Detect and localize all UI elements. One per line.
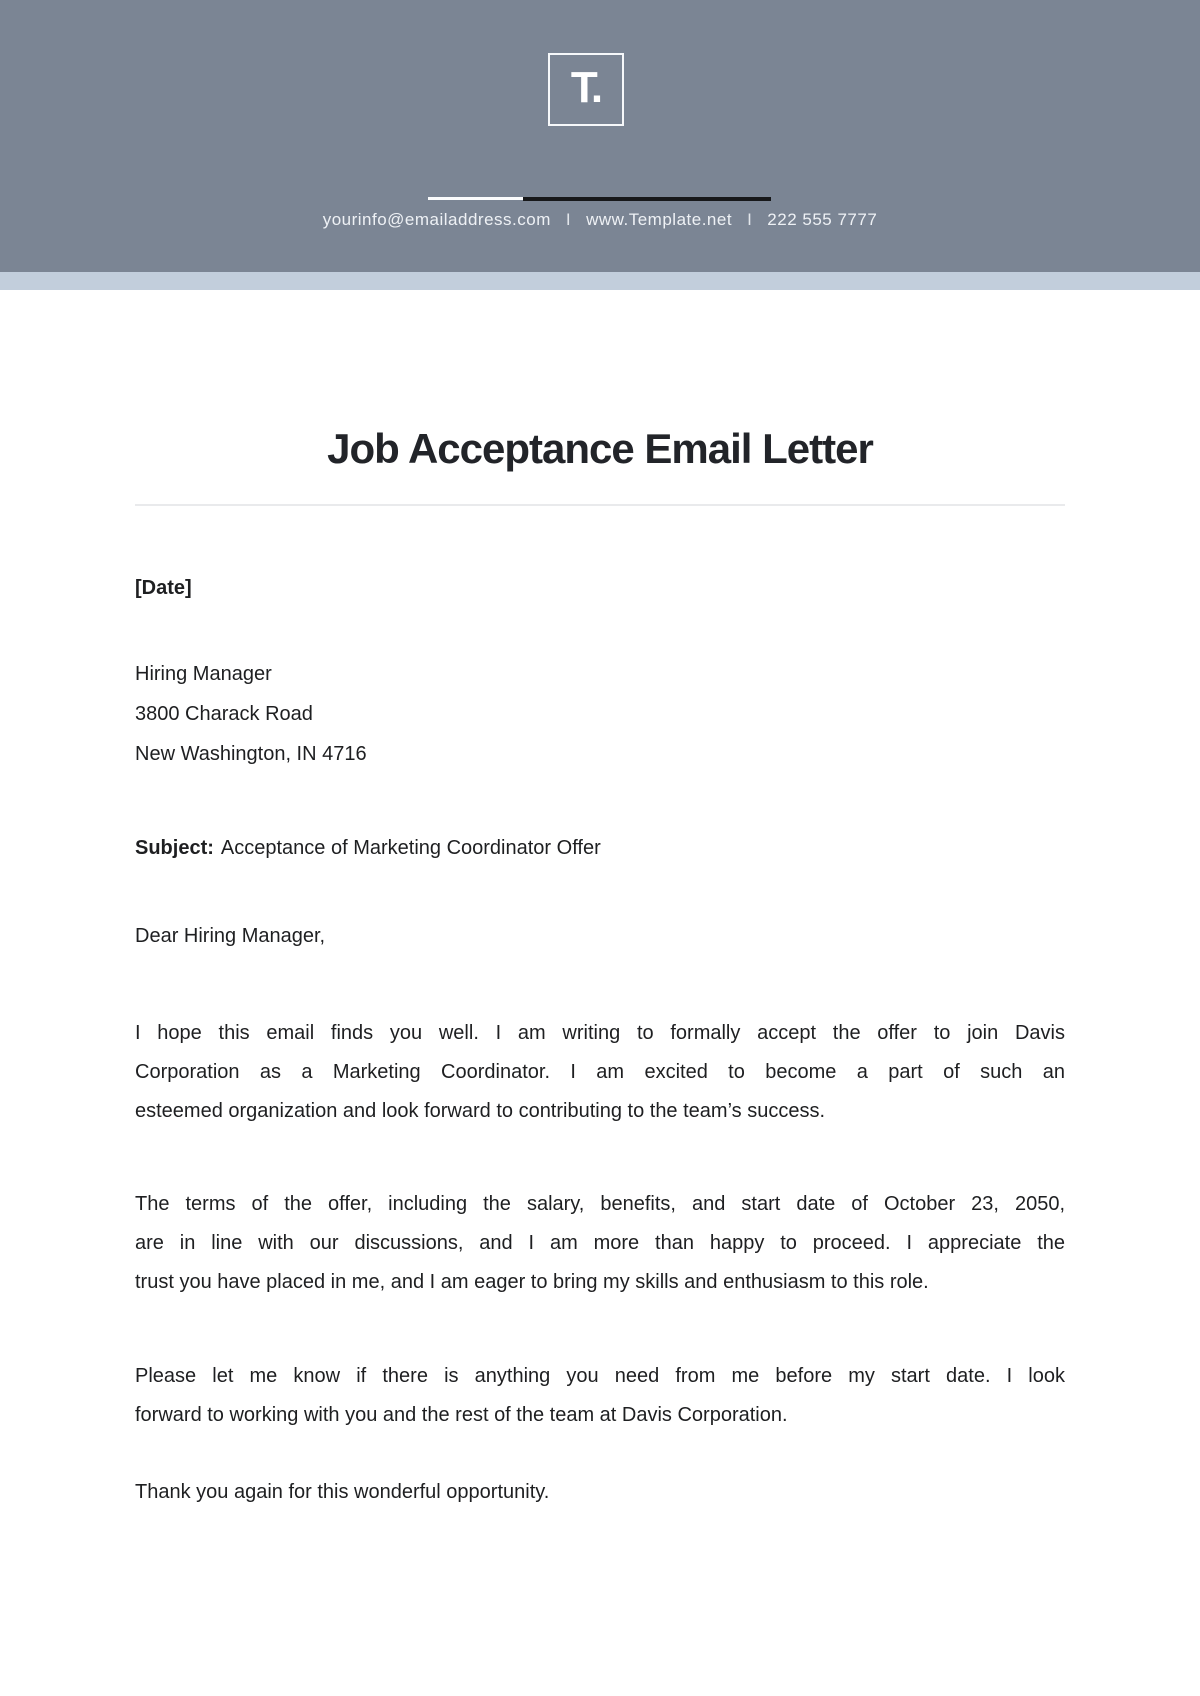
paragraph-line: The terms of the offer, including the salary, benefits, and start date of October 23, 2050,: [135, 1193, 1065, 1215]
contact-email: yourinfo@emailaddress.com: [322, 210, 551, 229]
subject-line: [135, 836, 1065, 860]
recipient-address: [135, 654, 1065, 774]
title-divider: [135, 504, 1065, 506]
contact-separator: I: [747, 210, 753, 229]
paragraph-3: [135, 1357, 1065, 1435]
recipient-name: Hiring Manager: [135, 663, 272, 685]
letterhead: [0, 0, 1200, 272]
closing-line: Thank you again for this wonderful opportunity.: [135, 1481, 550, 1503]
paragraph-2: [135, 1185, 1065, 1302]
salutation: Dear Hiring Manager,: [135, 925, 326, 947]
accent-strip: [0, 272, 1200, 290]
subject-label: Subject:: [135, 837, 214, 859]
brand-logo: [548, 53, 624, 126]
paragraph-line: esteemed organization and look forward to contributing to the team’s success.: [135, 1100, 826, 1122]
date-placeholder: [Date]: [135, 577, 192, 599]
subject-text: Acceptance of Marketing Coordinator Offer: [220, 837, 601, 859]
paragraph-line: Corporation as a Marketing Coordinator. I am excited to become a part of such an: [135, 1061, 1065, 1083]
divider-light-segment: [428, 197, 523, 200]
paragraph-line: forward to working with you and the rest of the team at Davis Corporation.: [135, 1404, 788, 1426]
contact-website: www.Template.net: [586, 210, 733, 229]
paragraph-1: [135, 1014, 1065, 1131]
paragraph-line: trust you have placed in me, and I am eager to bring my skills and enthusiasm to this role.: [135, 1271, 929, 1293]
brand-logo-letter: T.: [570, 62, 602, 112]
recipient-street: 3800 Charack Road: [135, 703, 313, 725]
letter-content: [135, 425, 1065, 1504]
paragraph-line: are in line with our discussions, and I am more than happy to proceed. I appreciate the: [135, 1232, 1065, 1254]
paragraph-line: Please let me know if there is anything you need from me before my start date. I look: [135, 1365, 1065, 1387]
recipient-city: New Washington, IN 4716: [135, 743, 367, 765]
contact-info: [0, 210, 1200, 230]
divider-dark-segment: [523, 197, 771, 201]
contact-phone: 222 555 7777: [767, 210, 878, 229]
page-title: Job Acceptance Email Letter: [327, 425, 873, 472]
letterhead-divider: [428, 196, 771, 201]
paragraph-line: I hope this email finds you well. I am writing to formally accept the offer to join Davis: [135, 1022, 1065, 1044]
contact-separator: I: [565, 210, 572, 229]
